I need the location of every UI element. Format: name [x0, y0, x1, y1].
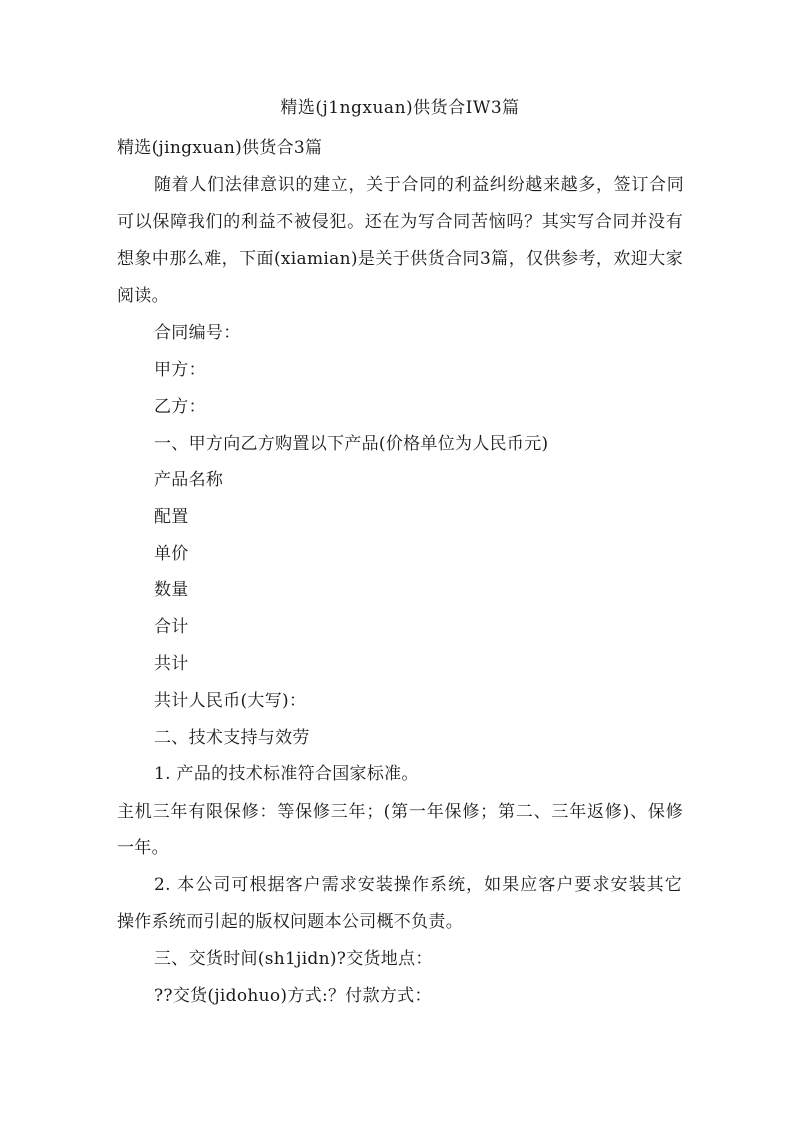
- intro-line-2: 可以保障我们的利益不被侵犯。还在为写合同苦恼吗？其实写合同并没有: [117, 212, 683, 232]
- total-rmb-label: 共计人民币(大写)：: [154, 691, 307, 711]
- intro-line-3: 想象中那么难，下面(xiamian)是关于供货合同3篇，仅供参考，欢迎大家: [117, 249, 683, 269]
- section-1-heading: 一、甲方向乙方购置以下产品(价格单位为人民币元): [154, 434, 549, 454]
- field-unit-price: 单价: [154, 544, 189, 564]
- section-2-heading: 二、技术支持与效劳: [154, 728, 310, 748]
- intro-line-1: 随着人们法律意识的建立，关于合同的利益纠纷越来越多，签订合同: [154, 175, 684, 195]
- delivery-payment-line: ??交货(jidohuo)方式:？付款方式：: [154, 986, 432, 1006]
- section-3-heading: 三、交货时间(sh1jidn)?交货地点：: [154, 949, 433, 969]
- document-subtitle: 精选(jingxuan)供货合3篇: [117, 138, 323, 158]
- item-2-line-1: 2. 本公司可根据客户需求安装操作系统，如果应客户要求安装其它: [154, 875, 682, 895]
- item-1-text: 1. 产品的技术标准符合国家标准。: [154, 764, 419, 784]
- warranty-line-2: 一年。: [117, 838, 169, 858]
- party-b-label: 乙方：: [154, 397, 206, 417]
- item-2-line-2: 操作系统而引起的版权问题本公司概不负责。: [117, 912, 463, 932]
- warranty-line-1: 主机三年有限保修：等保修三年；(第一年保修；第二、三年返修)、保修: [117, 802, 683, 822]
- field-product-name: 产品名称: [154, 470, 224, 490]
- party-a-label: 甲方：: [154, 360, 206, 380]
- field-total: 共计: [154, 654, 189, 674]
- contract-number-label: 合同编号：: [154, 323, 241, 343]
- document-title: 精选(j1ngxuan)供货合IW3篇: [280, 98, 520, 118]
- field-configuration: 配置: [154, 507, 189, 527]
- intro-line-4: 阅读。: [117, 286, 169, 306]
- field-quantity: 数量: [154, 580, 189, 600]
- field-subtotal: 合计: [154, 617, 189, 637]
